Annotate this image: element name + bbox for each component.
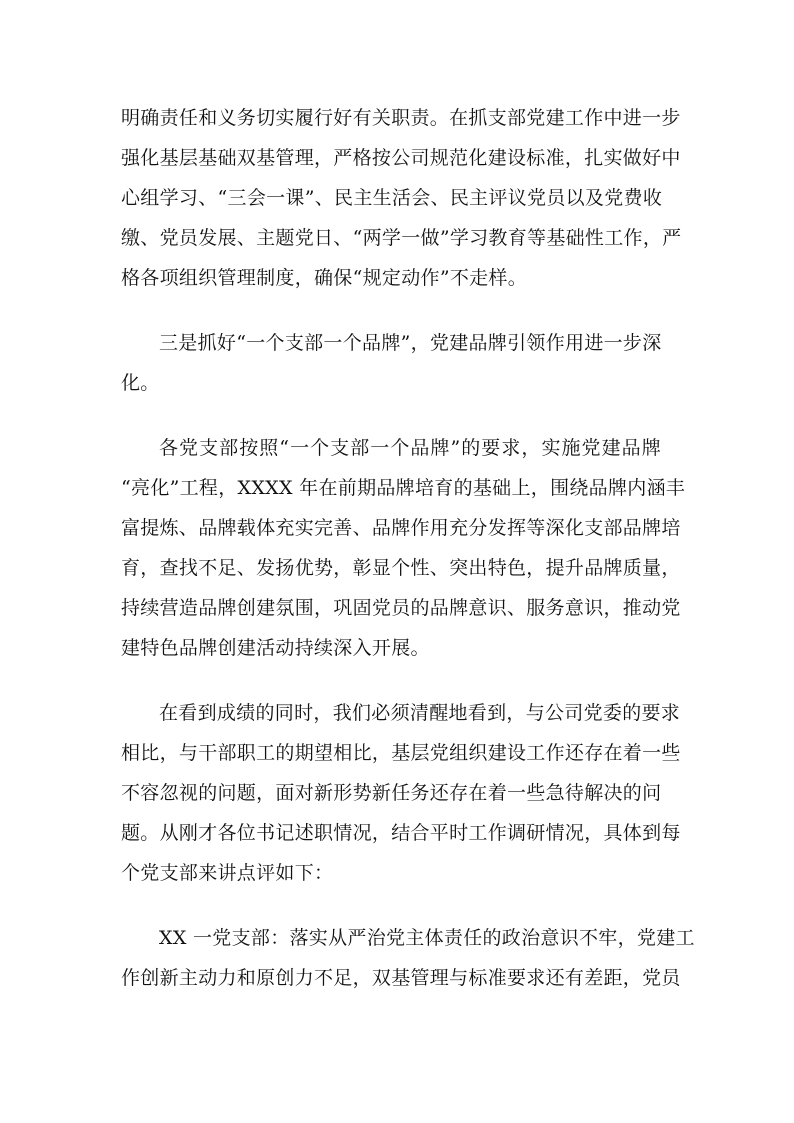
text-line: 在看到成绩的同时，我们必须清醒地看到，与公司党委的要求 [159,702,681,724]
text-line: 格各项组织管理制度，确保“规定动作”不走样。 [121,267,528,289]
section-heading-line: 化。 [121,372,160,394]
text-line: 不容忽视的问题，面对新形势新任务还存在着一些急待解决的问 [121,782,662,804]
text-line: 各党支部按照“一个支部一个品牌”的要求，实施党建品牌 [159,437,661,459]
text-line: 个党支部来讲点评如下： [121,862,334,884]
text-line: 相比，与干部职工的期望相比，基层党组织建设工作还存在着一些 [121,742,681,764]
text-line: 持续营造品牌创建氛围，巩固党员的品牌意识、服务意识，推动党 [121,597,681,619]
text-line: 作创新主动力和原创力不足，双基管理与标准要求还有差距，党员 [121,967,681,989]
text-line: 强化基层基础双基管理，严格按公司规范化建设标准，扎实做好中 [121,147,681,169]
text-line: XX 一党支部：落实从严治党主体责任的政治意识不牢，党建工 [159,927,695,949]
section-heading-line: 三是抓好“一个支部一个品牌”，党建品牌引领作用进一步深 [159,332,662,354]
text-line: 题。从刚才各位书记述职情况，结合平时工作调研情况，具体到每 [121,822,681,844]
text-line: 明确责任和义务切实履行好有关职责。在抓支部党建工作中进一步 [121,107,681,129]
text-line: “亮化”工程，XXXX 年在前期品牌培育的基础上，围绕品牌内涵丰 [121,477,686,499]
text-line: 富提炼、品牌载体充实完善、品牌作用充分发挥等深化支部品牌培 [121,517,681,539]
text-line: 缴、党员发展、主题党日、“两学一做”学习教育等基础性工作，严 [121,227,682,249]
text-line: 育，查找不足、发扬优势，彰显个性、突出特色，提升品牌质量， [121,557,681,579]
text-line: 建特色品牌创建活动持续深入开展。 [121,637,430,659]
text-line: 心组学习、“三会一课”、民主生活会、民主评议党员以及党费收 [121,187,663,209]
